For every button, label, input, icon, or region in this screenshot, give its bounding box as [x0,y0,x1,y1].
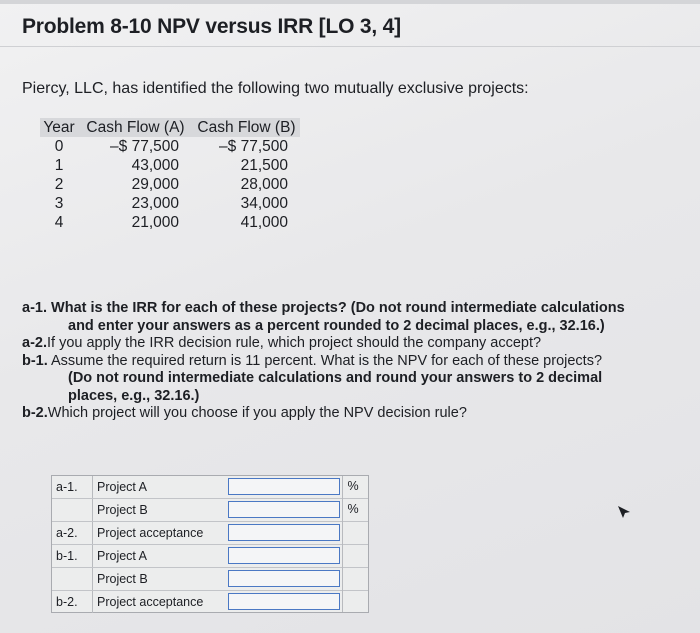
question-a1-label: a-1. [22,300,47,316]
question-b2-label: b-2. [22,405,48,421]
question-b2 [22,405,682,423]
mouse-cursor-icon [617,505,631,519]
question-a1-text: What is the IRR for each of these projects? [47,300,351,316]
year-cell: 3 [54,195,64,212]
percent-suffix: % [347,502,359,516]
question-b2-text: Which project will you choose if you apply the NPV decision rule? [47,405,467,421]
table-header-row [40,118,300,137]
answer-label: Project acceptance [92,591,226,613]
question-a1-note-2: and enter your answers as a percent rounded to 2 decimal places, e.g., 32.16.) [68,317,605,334]
answer-code: b-2. [56,595,78,609]
cash-flow-b-cell: 21,500 [240,157,288,174]
answer-label: Project acceptance [92,522,226,544]
title-divider [0,46,700,47]
page-title: Problem 8-10 NPV versus IRR [LO 3, 4] [22,15,401,38]
question-a1-note-1: (Do not round intermediate calculations [350,300,625,316]
question-b1-note [22,370,682,388]
question-a2 [22,335,682,353]
cash-flow-a-cell: 23,000 [131,195,179,212]
answer-label: Project B [92,499,226,521]
irr-project-a-input[interactable] [228,478,340,495]
answer-row [52,499,368,521]
cash-flow-b-cell: 34,000 [240,195,288,212]
answer-label: Project B [92,568,226,590]
answer-row [52,568,368,590]
cash-flow-a-cell: –$ 77,500 [110,138,179,155]
cash-flow-b-cell: –$ 77,500 [219,138,288,155]
irr-project-acceptance-input[interactable] [228,524,340,541]
answer-label: Project A [92,476,226,498]
year-cell: 1 [54,157,64,174]
question-a1 [22,300,682,318]
year-cell: 2 [54,176,64,193]
question-b1-note-cont [22,388,682,406]
answer-row [52,545,368,567]
npv-project-acceptance-input[interactable] [228,593,340,610]
percent-suffix: % [347,479,359,493]
cash-flow-a-cell: 29,000 [131,176,179,193]
year-cell: 0 [54,138,64,155]
npv-project-a-input[interactable] [228,547,340,564]
question-b1-label: b-1. [22,352,48,369]
table-row [40,175,300,194]
table-row [40,213,300,232]
cash-flow-table [40,118,300,232]
question-b1 [22,353,682,371]
cash-flow-b-cell: 41,000 [240,214,288,231]
cash-flow-a-cell: 43,000 [131,157,179,174]
table-row [40,156,300,175]
question-b1-text: Assume the required return is 11 percent. What is the NPV for each of these projects? [47,352,603,369]
column-divider [342,476,343,612]
answer-grid [51,475,369,613]
question-a1-note [22,318,682,336]
intro-text: Piercy, LLC, has identified the following two mutually exclusive projects: [22,80,529,97]
answer-code: a-2. [56,526,78,540]
year-cell: 4 [54,214,64,231]
header-cash-flow-b: Cash Flow (B) [193,118,300,137]
header-year: Year [40,118,78,137]
answer-row [52,591,368,613]
question-b1-note-2: places, e.g., 32.16.) [68,387,200,404]
table-row [40,194,300,213]
question-list [22,300,682,423]
answer-code: b-1. [56,549,78,563]
table-row [40,137,300,156]
answer-label: Project A [92,545,226,567]
answer-row [52,522,368,544]
answer-row [52,476,368,498]
question-b1-note-1: (Do not round intermediate calculations and round your answers to 2 decimal [68,370,603,386]
question-a2-text: If you apply the IRR decision rule, which project should the company accept? [47,335,542,351]
cash-flow-a-cell: 21,000 [131,214,179,231]
top-border [0,0,700,4]
question-a2-label: a-2. [22,335,47,351]
cash-flow-b-cell: 28,000 [240,176,288,193]
irr-project-b-input[interactable] [228,501,340,518]
header-cash-flow-a: Cash Flow (A) [78,118,193,137]
npv-project-b-input[interactable] [228,570,340,587]
answer-code: a-1. [56,480,78,494]
